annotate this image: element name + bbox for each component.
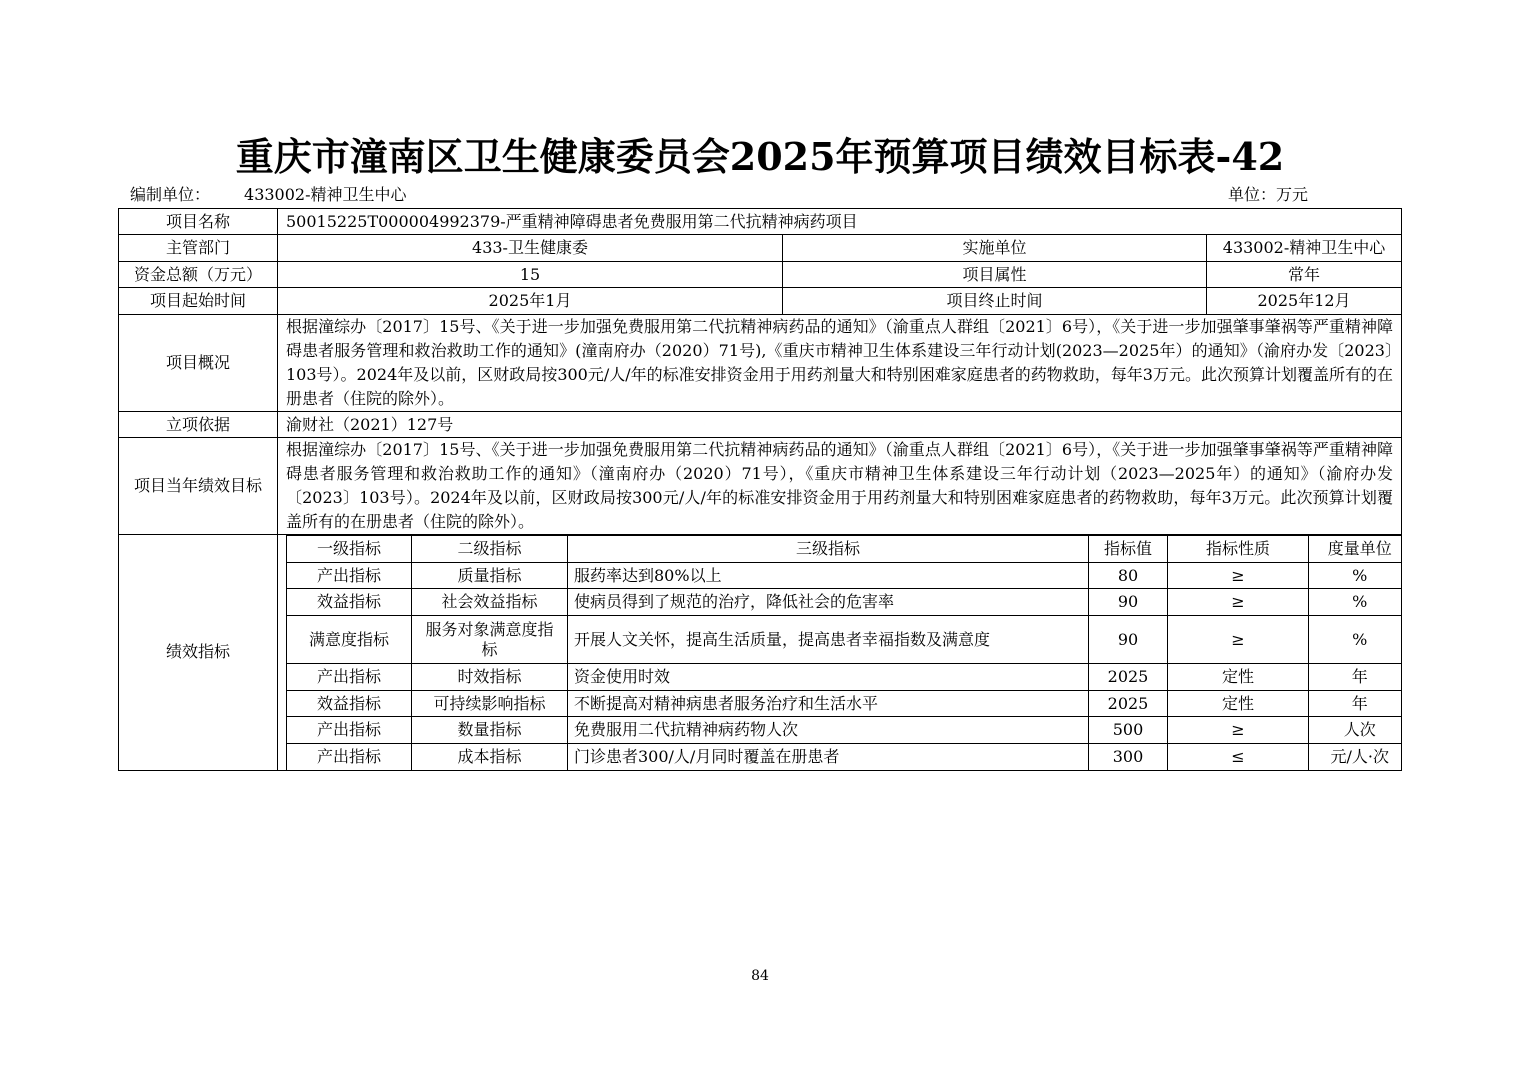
level2-cell: 质量指标: [412, 563, 568, 589]
project-name-label: 项目名称: [119, 209, 278, 235]
level3-cell: 不断提高对精神病患者服务治疗和生活水平: [568, 691, 1089, 717]
performance-target-table: [118, 208, 1402, 771]
nature-cell: ≤: [1168, 744, 1309, 770]
overview-text: 根据潼综办〔2017〕15号、《关于进一步加强免费服用第二代抗精神病药品的通知》（渝重点人群组〔2021〕6号），《关于进一步加强肇事肇祸等严重精神障碍患者服务管理和救治救助工作的通知》(潼南府办（2020）71号),《重庆市精神卫生体系建设三年行动计划(2023—2025年）的通知》（渝府办发〔2023〕103号）。2024年及以前，区财政局按300元/人/年的标准安排资金用于用药剂量大和特别困难家庭患者的药物救助，每年3万元。此次预算计划覆盖所有的在册患者（住院的除外）。: [278, 315, 1402, 412]
project-name: 50015225T000004992379-严重精神障碍患者免费服用第二代抗精神病药项目: [278, 209, 1402, 235]
nature-cell: ≥: [1168, 717, 1309, 744]
level2-cell: 社会效益指标: [412, 589, 568, 616]
level2-cell: 可持续影响指标: [412, 691, 568, 717]
unit-cell: 年: [1309, 691, 1402, 717]
level1-cell: 满意度指标: [287, 616, 412, 664]
level1-cell: 产出指标: [287, 664, 412, 691]
nature-cell: ≥: [1168, 616, 1309, 664]
level3-cell: 开展人文关怀，提高生活质量，提高患者幸福指数及满意度: [568, 616, 1089, 664]
unit-cell: %: [1309, 616, 1402, 664]
total-funds-value: 15: [278, 262, 783, 288]
level2-cell: 数量指标: [412, 717, 568, 744]
nature-cell: ≥: [1168, 563, 1309, 589]
header-level3: 三级指标: [568, 536, 1089, 563]
page-title: 重庆市潼南区卫生健康委员会2025年预算项目绩效目标表-42: [235, 134, 1285, 179]
start-time-label: 项目起始时间: [119, 288, 278, 315]
level3-cell: 服药率达到80%以上: [568, 563, 1089, 589]
dept-value: 433-卫生健康委: [278, 235, 783, 262]
level3-cell: 门诊患者300/人/月同时覆盖在册患者: [568, 744, 1089, 770]
value-cell: 80: [1089, 563, 1168, 589]
level3-cell: 资金使用时效: [568, 664, 1089, 691]
unit-cell: %: [1309, 563, 1402, 589]
nature-cell: 定性: [1168, 691, 1309, 717]
level3-cell: 使病员得到了规范的治疗，降低社会的危害率: [568, 589, 1089, 616]
table-row: [287, 664, 1402, 691]
level1-cell: 效益指标: [287, 691, 412, 717]
compiling-unit-value: 433002-精神卫生中心: [244, 185, 407, 204]
table-row: [287, 691, 1402, 717]
end-time-label: 项目终止时间: [783, 288, 1207, 315]
overview-label: 项目概况: [119, 315, 278, 412]
table-row: [287, 616, 1402, 664]
value-cell: 90: [1089, 616, 1168, 664]
header-value: 指标值: [1089, 536, 1168, 563]
indicators-table: [286, 535, 1402, 770]
header-nature: 指标性质: [1168, 536, 1309, 563]
unit-cell: %: [1309, 589, 1402, 616]
header-level2: 二级指标: [412, 536, 568, 563]
total-funds-label: 资金总额（万元）: [119, 262, 278, 288]
unit-cell: 人次: [1309, 717, 1402, 744]
indicators-cell: [278, 535, 1402, 771]
level3-cell: 免费服用二代抗精神病药物人次: [568, 717, 1089, 744]
table-row: [287, 589, 1402, 616]
level2-cell: 成本指标: [412, 744, 568, 770]
value-cell: 500: [1089, 717, 1168, 744]
attribute-value: 常年: [1207, 262, 1402, 288]
value-cell: 300: [1089, 744, 1168, 770]
basis-value: 渝财社（2021）127号: [278, 412, 1402, 438]
dept-label: 主管部门: [119, 235, 278, 262]
compiling-unit-label: 编制单位：: [130, 185, 211, 204]
level1-cell: 效益指标: [287, 589, 412, 616]
indicators-header-row: [287, 536, 1402, 563]
value-cell: 2025: [1089, 664, 1168, 691]
nature-cell: 定性: [1168, 664, 1309, 691]
goal-text: 根据潼综办〔2017〕15号、《关于进一步加强免费服用第二代抗精神病药品的通知》（渝重点人群组〔2021〕6号），《关于进一步加强肇事肇祸等严重精神障碍患者服务管理和救治救助工作的通知》（潼南府办（2020）71号），《重庆市精神卫生体系建设三年行动计划（2023—2025年）的通知》（渝府办发〔2023〕103号）。2024年及以前，区财政局按300元/人/年的标准安排资金用于用药剂量大和特别困难家庭患者的药物救助，每年3万元。此次预算计划覆盖所有的在册患者（住院的除外）。: [278, 438, 1402, 535]
level2-cell: 服务对象满意度指标: [412, 616, 568, 664]
level1-cell: 产出指标: [287, 717, 412, 744]
impl-unit-label: 实施单位: [783, 235, 1207, 262]
header-level1: 一级指标: [287, 536, 412, 563]
value-cell: 2025: [1089, 691, 1168, 717]
table-row: [287, 717, 1402, 744]
goal-label: 项目当年绩效目标: [119, 438, 278, 535]
value-cell: 90: [1089, 589, 1168, 616]
basis-label: 立项依据: [119, 412, 278, 438]
unit-cell: 年: [1309, 664, 1402, 691]
unit-cell: 元/人·次: [1309, 744, 1402, 770]
level2-cell: 时效指标: [412, 664, 568, 691]
compiling-unit: [130, 184, 407, 206]
end-time-value: 2025年12月: [1207, 288, 1402, 315]
start-time-value: 2025年1月: [278, 288, 783, 315]
table-row: [287, 744, 1402, 770]
header-unit: 度量单位: [1309, 536, 1402, 563]
currency-unit: 单位：万元: [1228, 185, 1309, 204]
nature-cell: ≥: [1168, 589, 1309, 616]
page-number: 84: [751, 968, 769, 984]
level1-cell: 产出指标: [287, 563, 412, 589]
indicators-label: 绩效指标: [119, 535, 278, 771]
table-row: [287, 563, 1402, 589]
level1-cell: 产出指标: [287, 744, 412, 770]
attribute-label: 项目属性: [783, 262, 1207, 288]
impl-unit-value: 433002-精神卫生中心: [1207, 235, 1402, 262]
